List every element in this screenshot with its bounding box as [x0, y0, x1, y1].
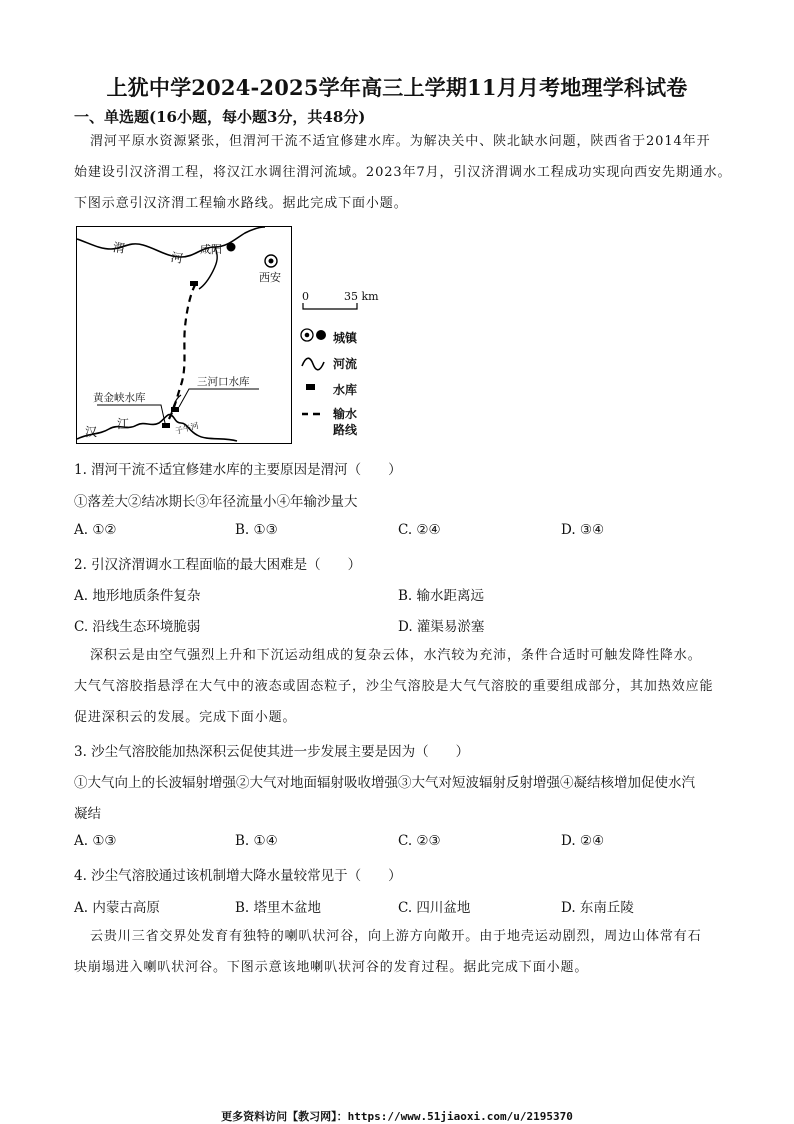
legend-town-icon: [316, 330, 326, 340]
footer-link[interactable]: 更多资料访问【教习网】：https://www.51jiaoxi.com/u/2195370: [221, 1110, 573, 1123]
legend-town-label: 城镇: [333, 331, 358, 345]
map-label-wei: 渭: [112, 240, 126, 256]
question-stem: 3. 沙尘气溶胶能加热深积云促使其进一步发展主要是因为（ ）: [74, 744, 470, 760]
xian-dot: [269, 259, 274, 264]
option-b: B. 塔里木盆地: [235, 900, 322, 916]
huangjinxia-callout: [97, 405, 165, 423]
passage-line: 下图示意引汉济渭工程输水路线。据此完成下面小题。: [74, 196, 408, 211]
reservoir-marker: [162, 423, 170, 428]
option-c: C. 四川盆地: [398, 900, 471, 916]
map-label-xianyang: 咸阳: [200, 243, 222, 256]
question-choices: 凝结: [74, 806, 101, 822]
question-choices: ①落差大②结冰期长③年径流量小④年输沙量大: [74, 494, 358, 510]
scale-zero: 0: [302, 290, 309, 303]
page-title: 上犹中学2024-2025学年高三上学期11月月考地理学科试卷: [106, 75, 688, 100]
scale-line: [302, 303, 362, 311]
map-label-ziwuhe: 子午河: [174, 421, 200, 436]
question-choices: ①大气向上的长波辐射增强②大气对地面辐射吸收增强③大气对短波辐射反射增强④凝结核增加促使水汽: [74, 775, 695, 791]
legend-reservoir-icon: [306, 384, 315, 390]
han-river: [77, 415, 237, 441]
legend-river-icon: [302, 358, 324, 370]
option-a: A. 地形地质条件复杂: [74, 588, 201, 604]
map-label-xian: 西安: [259, 271, 281, 284]
option-b: B. ①④: [235, 833, 278, 849]
map-label-han: 汉: [85, 425, 98, 439]
option-b: B. 输水距离远: [398, 588, 485, 604]
option-c: C. 沿线生态环境脆弱: [74, 619, 201, 635]
question-stem: 4. 沙尘气溶胶通过该机制增大降水量较常见于（ ）: [74, 868, 402, 884]
transfer-route: [169, 285, 195, 419]
option-a: A. ①②: [74, 522, 117, 538]
passage-line: 大气气溶胶指悬浮在大气中的液态或固态粒子，沙尘气溶胶是大气气溶胶的重要组成部分，其加热效应能: [74, 679, 714, 694]
question-stem: 2. 引汉济渭调水工程面临的最大困难是（ ）: [74, 557, 362, 573]
passage-line: 云贵川三省交界处发育有独特的喇叭状河谷，向上游方向敞开。由于地壳运动剧烈，周边山体常有石: [90, 929, 702, 944]
scale-length: 35 km: [344, 290, 379, 303]
option-d: D. 东南丘陵: [561, 900, 634, 916]
water-transfer-map: [76, 226, 292, 444]
option-a: A. 内蒙古高原: [74, 900, 160, 916]
passage-line: 块崩塌进入喇叭状河谷。下图示意该地喇叭状河谷的发育过程。据此完成下面小题。: [74, 960, 589, 975]
legend-symbols: [300, 326, 328, 436]
section-heading: 一、单选题(16小题，每小题3分，共48分): [74, 108, 366, 126]
map-label-huangjinxia: 黄金峡水库: [93, 392, 146, 404]
passage-line: 深积云是由空气强烈上升和下沉运动组成的复杂云体，水汽较为充沛，条件合适时可触发降性降水。: [90, 648, 702, 663]
xianyang-dot: [227, 243, 236, 252]
option-a: A. ①③: [74, 833, 117, 849]
legend-river-label: 河流: [333, 357, 358, 371]
option-c: C. ②④: [398, 522, 441, 538]
legend-route-label: 路线: [333, 423, 358, 437]
sanhekou-callout: [179, 389, 259, 407]
map-label-sanhekou: 三河口水库: [197, 376, 250, 388]
legend-route-label: 输水: [333, 407, 358, 421]
passage-line: 渭河平原水资源紧张，但渭河干流不适宜修建水库。为解决关中、陕北缺水问题，陕西省于2014年开: [90, 134, 711, 149]
option-d: D. ②④: [561, 833, 605, 849]
passage-line: 促进深积云的发展。完成下面小题。: [74, 710, 297, 725]
passage-line: 始建设引汉济渭工程，将汉江水调往渭河流域。2023年7月，引汉济渭调水工程成功实现向西安先期通水。: [74, 165, 732, 180]
option-d: D. 灌渠易淤塞: [398, 619, 485, 635]
map-label-jiang: 江: [117, 417, 130, 431]
option-c: C. ②③: [398, 833, 441, 849]
option-d: D. ③④: [561, 522, 605, 538]
option-b: B. ①③: [235, 522, 278, 538]
reservoir-marker: [171, 407, 179, 412]
map-label-he: 河: [169, 250, 185, 266]
map-drawing: [77, 227, 290, 442]
legend-reservoir-label: 水库: [333, 383, 358, 397]
reservoir-marker: [190, 281, 198, 286]
question-stem: 1. 渭河干流不适宜修建水库的主要原因是渭河（ ）: [74, 462, 402, 478]
